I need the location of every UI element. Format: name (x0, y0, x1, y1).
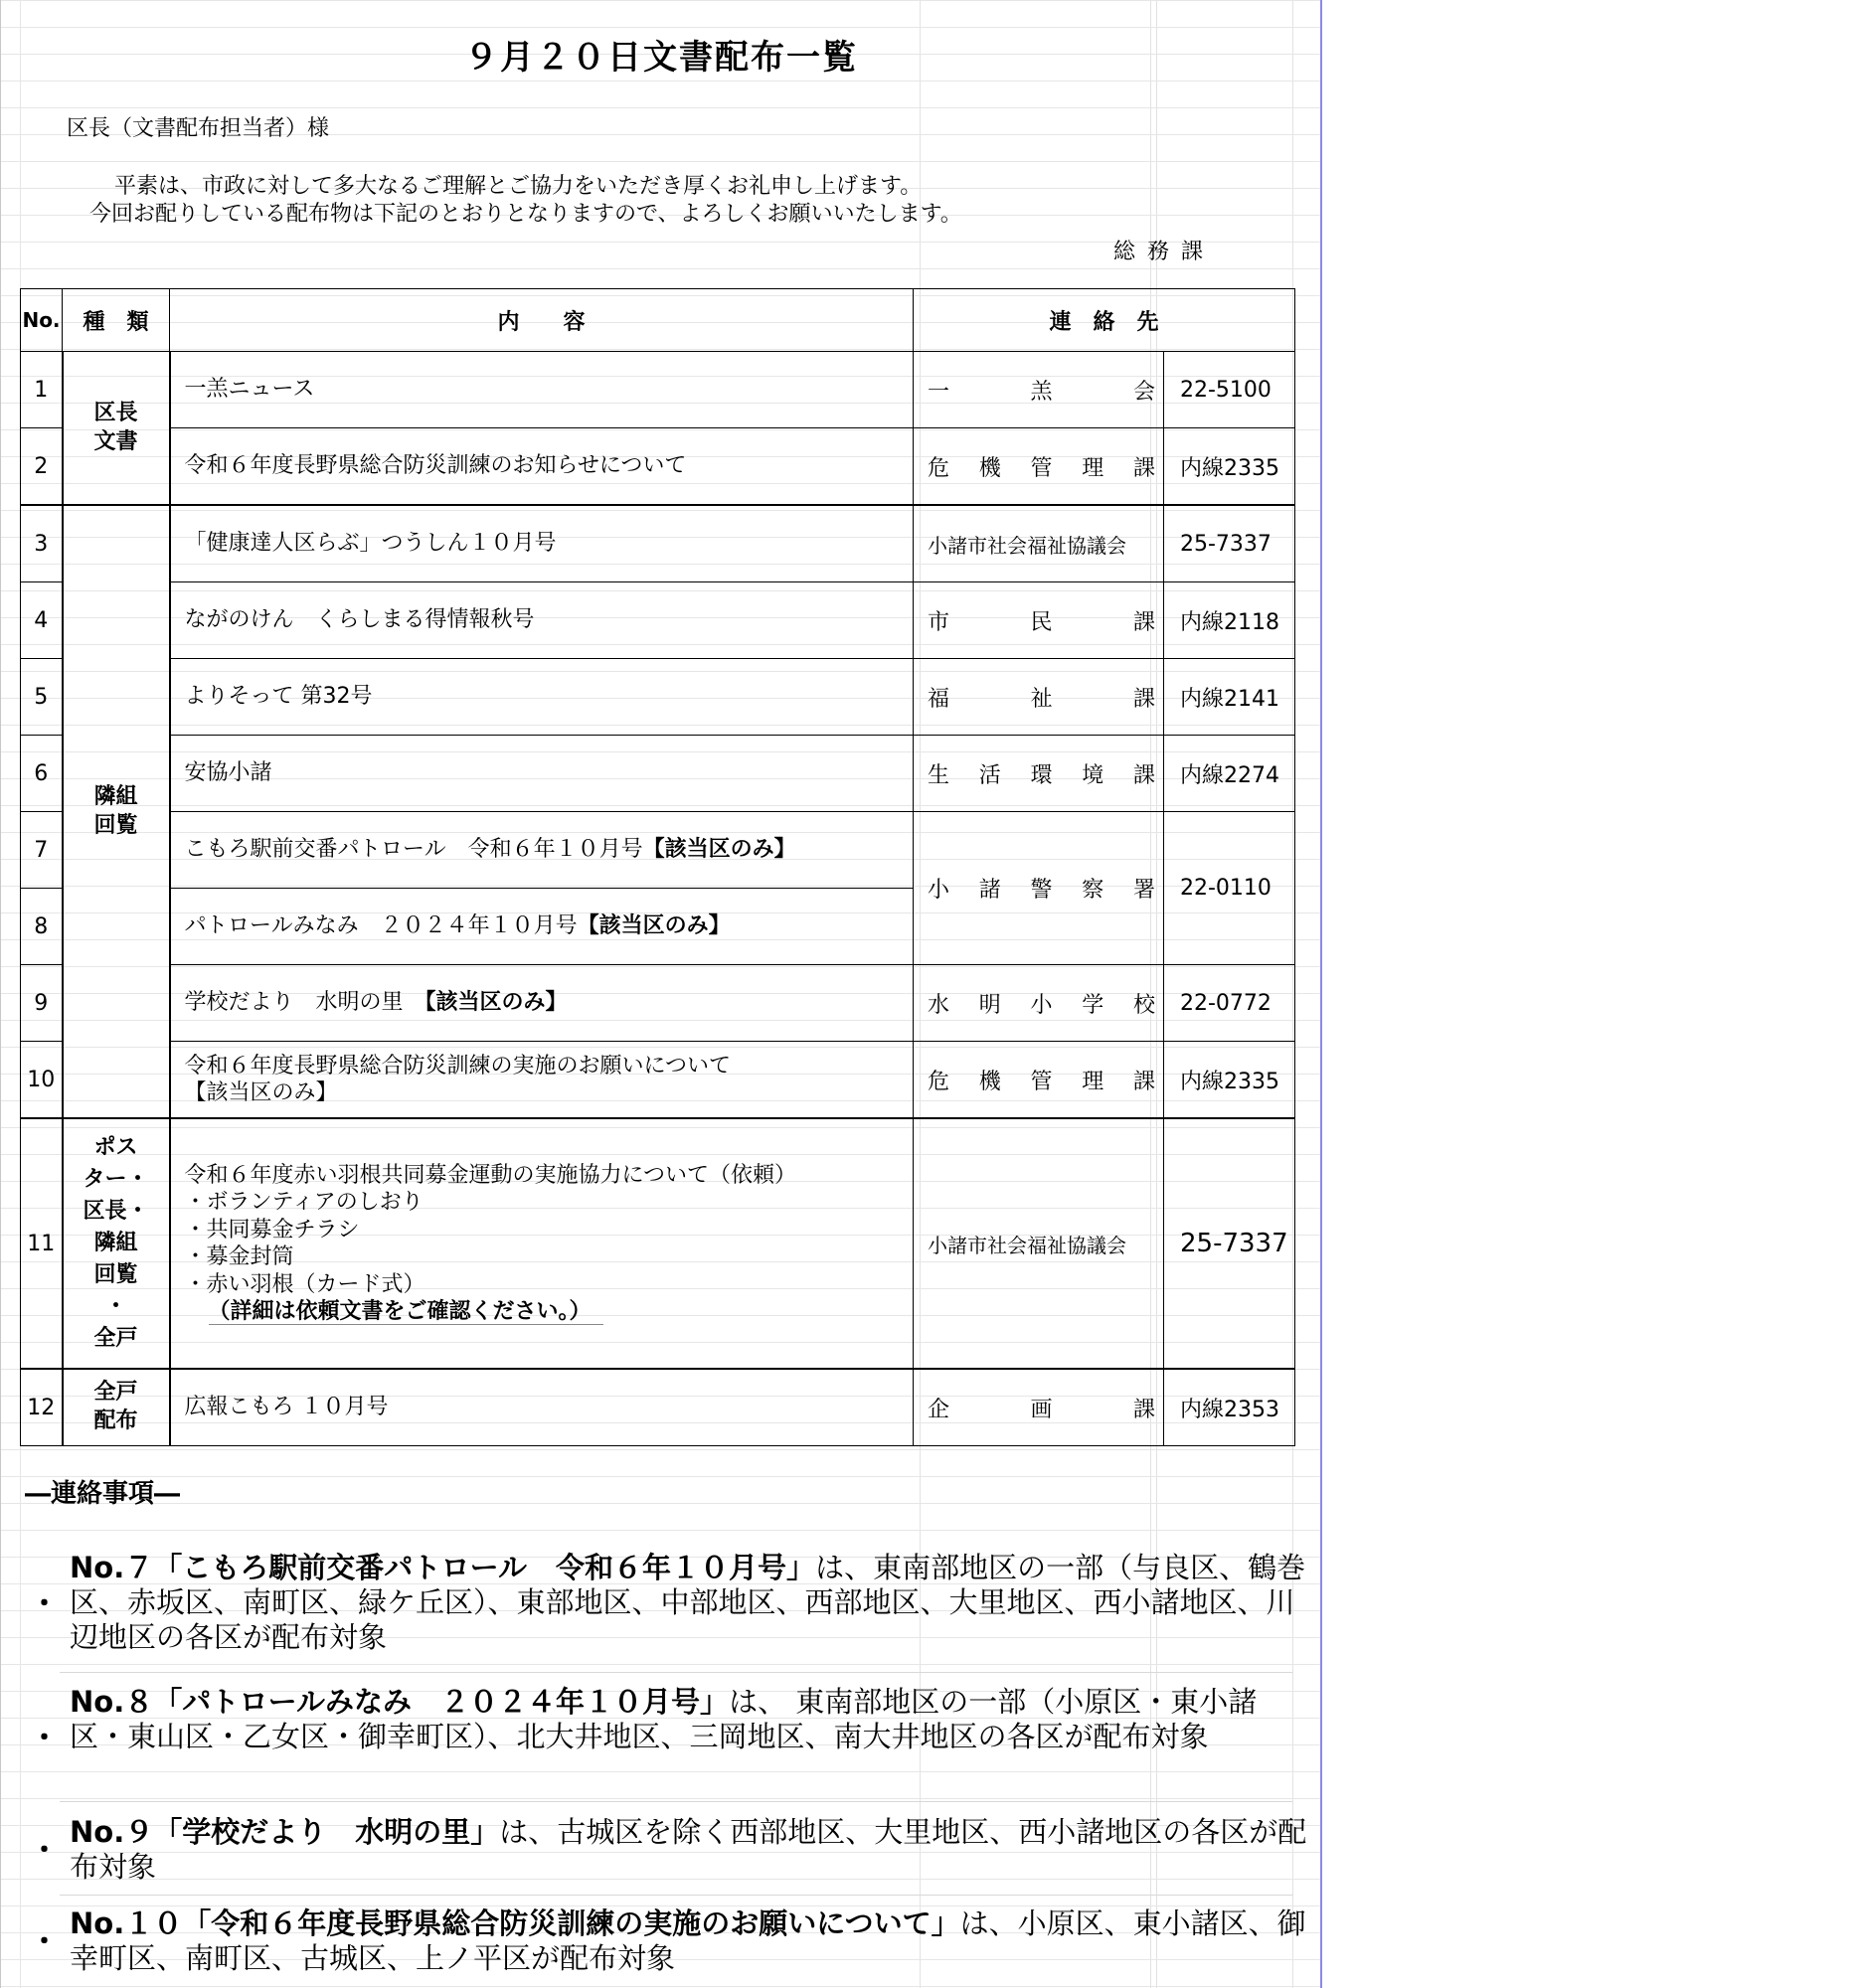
table-row (21, 812, 1295, 889)
row-no: 2 (21, 428, 63, 506)
row-no: 8 (21, 889, 63, 965)
row-phone: 25-7337 (1164, 505, 1295, 582)
notice-item: ・ No.９「学校だより 水明の里」は、古城区を除く西部地区、大里地区、西小諸地区の各区が配布対象 (30, 1815, 1307, 1884)
notice-item: ・ No.８「パトロールみなみ ２０２４年１０月号」は、 東南部地区の一部（小原区・東小諸区・東山区・乙女区・御幸町区）、北大井地区、三岡地区、南大井地区の各区が配布対象 (30, 1685, 1258, 1754)
row-content: 学校だより 水明の里 【該当区のみ】 (170, 965, 914, 1042)
notice-item: ・ No.１０「令和６年度長野県総合防災訓練の実施のお願いについて」は、小原区、東小諸区、御幸町区、南町区、古城区、上ノ平区が配布対象 (30, 1906, 1306, 1975)
row-phone: 内線2118 (1164, 582, 1295, 659)
header-no: No. (21, 289, 63, 352)
row-phone: 内線2274 (1164, 736, 1295, 812)
header-content: 内 容 (170, 289, 914, 352)
row-no: 10 (21, 1042, 63, 1119)
header-kind: 種 類 (63, 289, 170, 352)
notices-heading: ―連絡事項― (25, 1479, 181, 1509)
row-phone: 内線2335 (1164, 1042, 1295, 1119)
greeting-line-2: 今回お配りしている配布物は下記のとおりとなりますので、よろしくお願いいたします。 (89, 202, 962, 227)
table-row (21, 428, 1295, 506)
row-flag: 【該当区のみ】 (577, 913, 731, 939)
row-no: 12 (21, 1369, 63, 1446)
row-no: 11 (21, 1118, 63, 1369)
kind-zenko: 全戸 配布 (63, 1369, 170, 1446)
table-row (21, 659, 1295, 736)
row-no: 3 (21, 505, 63, 582)
table-row (21, 736, 1295, 812)
table-row (21, 965, 1295, 1042)
table-row (21, 352, 1295, 428)
table-row (21, 505, 1295, 582)
row-dept: 小 諸 警 察 署 (914, 812, 1164, 965)
row-content: 一羔ニュース (170, 352, 914, 428)
row-content: 「健康達人区らぶ」つうしん１０月号 (170, 505, 914, 582)
row-dept: 市 民 課 (914, 582, 1164, 659)
notice-divider (60, 1895, 1292, 1896)
row-dept: 一 羔 会 (914, 352, 1164, 428)
table-row (21, 1118, 1295, 1369)
greeting-line-1: 平素は、市政に対して多大なるご理解とご協力をいただき厚くお礼申し上げます。 (114, 174, 923, 199)
page-left-border (0, 0, 1, 1988)
row-content: こもろ駅前交番パトロール 令和６年１０月号【該当区のみ】 (170, 812, 914, 889)
row-phone: 22-0772 (1164, 965, 1295, 1042)
table-header-row (21, 289, 1295, 352)
row-dept: 小諸市社会福祉協議会 (914, 505, 1164, 582)
row-dept: 生 活 環 境 課 (914, 736, 1164, 812)
header-contact: 連 絡 先 (914, 289, 1295, 352)
notice-divider (60, 1801, 1292, 1802)
table-row (21, 1042, 1295, 1119)
row-phone: 25-7337 (1164, 1118, 1295, 1369)
table-row (21, 1369, 1295, 1446)
row-content: ながのけん くらしまる得情報秋号 (170, 582, 914, 659)
row-content: 令和６年度長野県総合防災訓練のお知らせについて (170, 428, 914, 506)
row-dept: 危 機 管 理 課 (914, 1042, 1164, 1119)
row-phone: 22-5100 (1164, 352, 1295, 428)
notice-divider (60, 1672, 1292, 1673)
row-content: パトロールみなみ ２０２４年１０月号【該当区のみ】 (170, 889, 914, 965)
row-no: 7 (21, 812, 63, 889)
distribution-table (20, 288, 1295, 1446)
row-phone: 内線2141 (1164, 659, 1295, 736)
row-no: 1 (21, 352, 63, 428)
row-no: 6 (21, 736, 63, 812)
sender-department: 総務課 (1113, 240, 1216, 264)
kind-tonarigumi: 隣組 回覧 (63, 505, 170, 1118)
row-flag: 【該当区のみ】 (424, 990, 568, 1016)
row-no: 5 (21, 659, 63, 736)
row-dept: 小諸市社会福祉協議会 (914, 1118, 1164, 1369)
notice-item: ・ No.７「こもろ駅前交番パトロール 令和６年１０月号」は、東南部地区の一部（与良区、鶴巻区、赤坂区、南町区、緑ケ丘区）、東部地区、中部地区、西部地区、大里地区、西小諸地区、川辺地区の各区が配布対象 (30, 1551, 1306, 1654)
row-content: 広報こもろ １０月号 (170, 1369, 914, 1446)
kind-kucho-bunsho: 区長 文書 (63, 352, 170, 506)
row-dept: 福 祉 課 (914, 659, 1164, 736)
row-phone: 内線2353 (1164, 1369, 1295, 1446)
addressee: 区長（文書配布担当者）様 (67, 116, 330, 141)
kind-poster: ポス ター・ 区長・ 隣組 回覧 ・ 全戸 (63, 1118, 170, 1369)
document-title: ９月２０日文書配布一覧 (464, 38, 858, 78)
row-no: 4 (21, 582, 63, 659)
row-content: 令和６年度長野県総合防災訓練の実施のお願いについて 【該当区のみ】 (170, 1042, 914, 1119)
row-dept: 危 機 管 理 課 (914, 428, 1164, 506)
row-content: よりそって 第32号 (170, 659, 914, 736)
row-phone: 22-0110 (1164, 812, 1295, 965)
row-dept: 水 明 小 学 校 (914, 965, 1164, 1042)
row-phone: 内線2335 (1164, 428, 1295, 506)
row-flag: 【該当区のみ】 (642, 837, 796, 863)
row-content: 令和６年度赤い羽根共同募金運動の実施協力について（依頼） ・ボランティアのしおり ・共同募金チラシ ・募金封筒 ・赤い羽根（カード式） （詳細は依頼文書をご確認ください。） (170, 1118, 914, 1369)
table-row (21, 582, 1295, 659)
row-content: 安協小諸 (170, 736, 914, 812)
row-no: 9 (21, 965, 63, 1042)
row-dept: 企 画 課 (914, 1369, 1164, 1446)
